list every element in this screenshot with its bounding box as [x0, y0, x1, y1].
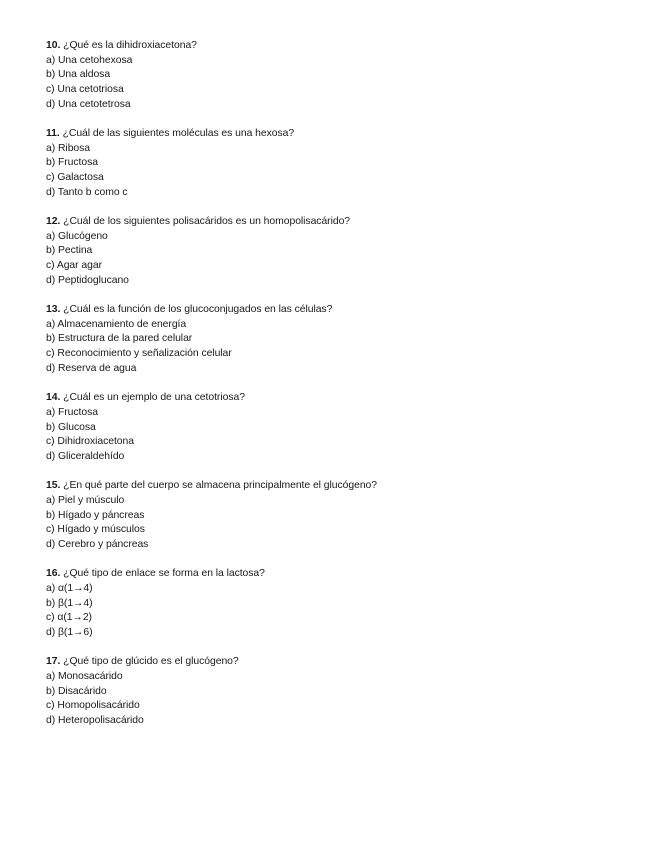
answer-option: b) Glucosa	[46, 421, 96, 433]
question-prompt: ¿Cuál es un ejemplo de una cetotriosa?	[63, 392, 245, 404]
question-number: 11.	[46, 128, 60, 140]
question-prompt: ¿Qué es la dihidroxiacetona?	[63, 40, 197, 51]
answer-option: a) Fructosa	[46, 406, 98, 418]
question-text	[46, 215, 626, 230]
answer-option: a) Almacenamiento de energía	[46, 318, 187, 330]
question-15	[46, 479, 626, 552]
answer-option: b) Fructosa	[46, 157, 98, 169]
answer-option: c) Agar agar	[46, 260, 103, 272]
question-number: 16.	[46, 568, 61, 580]
question-text	[46, 39, 626, 54]
question-text	[46, 567, 626, 582]
question-11	[46, 127, 626, 200]
question-number: 15.	[46, 480, 61, 492]
question-text	[46, 127, 626, 142]
question-number: 12.	[46, 216, 61, 228]
answer-option: b) Una aldosa	[46, 69, 111, 81]
answer-option: c) Dihidroxiacetona	[46, 436, 134, 448]
answer-option: d) Heteropolisacárido	[46, 714, 144, 726]
answer-option: c) Homopolisacárido	[46, 700, 140, 712]
answer-option: c) Galactosa	[46, 172, 104, 184]
question-text	[46, 391, 626, 406]
answer-option: c) Una cetotriosa	[46, 84, 124, 96]
answer-option: a) α(1→4)	[46, 582, 93, 594]
answer-option: d) Reserva de agua	[46, 362, 137, 374]
answer-option: b) Hígado y páncreas	[46, 509, 145, 521]
answer-option: a) Una cetohexosa	[46, 54, 133, 66]
question-prompt: ¿Qué tipo de glúcido es el glucógeno?	[63, 656, 239, 668]
question-text	[46, 303, 626, 318]
answer-option: b) Estructura de la pared celular	[46, 333, 193, 345]
answer-option: d) Una cetotetrosa	[46, 98, 131, 110]
question-prompt: ¿En qué parte del cuerpo se almacena principalmente el glucógeno?	[63, 480, 378, 492]
document-page	[46, 39, 626, 743]
answer-option: b) β(1→4)	[46, 597, 93, 609]
answer-option: a) Piel y músculo	[46, 494, 125, 506]
answer-option: c) Reconocimiento y señalización celular	[46, 348, 232, 360]
answer-option: d) Gliceraldehído	[46, 450, 125, 462]
answer-option: a) Monosacárido	[46, 670, 123, 682]
question-12	[46, 215, 626, 288]
question-number: 14.	[46, 392, 61, 404]
answer-option: d) Cerebro y páncreas	[46, 538, 149, 550]
question-17	[46, 655, 626, 728]
answer-option: d) Tanto b como c	[46, 186, 128, 198]
question-text	[46, 479, 626, 494]
answer-option: d) β(1→6)	[46, 626, 93, 638]
question-prompt: ¿Cuál de las siguientes moléculas es una hexosa?	[62, 128, 295, 140]
answer-option: c) α(1→2)	[46, 612, 92, 624]
question-prompt: ¿Cuál es la función de los glucoconjugados en las células?	[63, 304, 333, 316]
answer-option: a) Glucógeno	[46, 230, 108, 242]
question-prompt: ¿Qué tipo de enlace se forma en la lactosa?	[63, 568, 265, 580]
answer-option: a) Ribosa	[46, 142, 91, 154]
question-10	[46, 39, 626, 112]
question-number: 17.	[46, 656, 61, 668]
answer-option: b) Disacárido	[46, 685, 107, 697]
question-number: 10.	[46, 40, 61, 51]
answer-option: c) Hígado y músculos	[46, 524, 145, 536]
question-prompt: ¿Cuál de los siguientes polisacáridos es un homopolisacárido?	[63, 216, 351, 228]
question-number: 13.	[46, 304, 61, 316]
question-text	[46, 655, 626, 670]
answer-option: d) Peptidoglucano	[46, 274, 129, 286]
question-13	[46, 303, 626, 376]
question-14	[46, 391, 626, 464]
answer-option: b) Pectina	[46, 245, 93, 257]
question-16	[46, 567, 626, 640]
